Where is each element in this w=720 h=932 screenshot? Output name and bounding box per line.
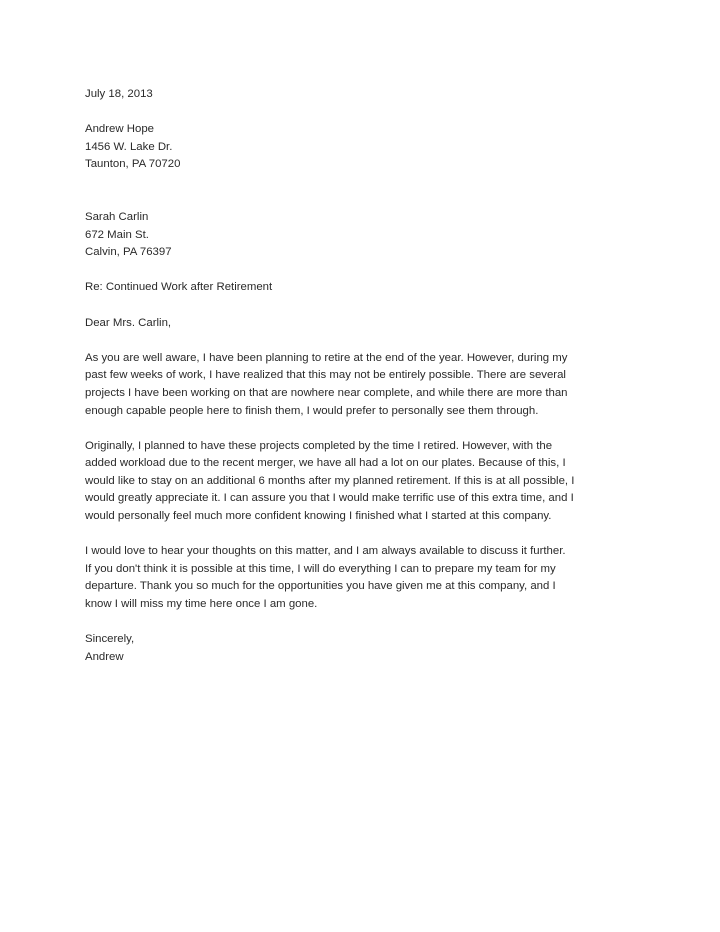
sender-address — [85, 121, 660, 174]
signature-name: Andrew — [85, 650, 124, 663]
paragraph-line: would personally feel much more confident knowing I finished what I started at this company. — [85, 510, 552, 523]
paragraph-line: departure. Thank you so much for the opportunities you have given me at this company, and I — [85, 580, 556, 593]
salutation-text: Dear Mrs. Carlin, — [85, 316, 172, 329]
paragraph-line: past few weeks of work, I have realized that this may not be entirely possible. There are several — [85, 369, 566, 382]
paragraph-line: added workload due to the recent merger, we have all had a lot on our plates. Because of this, I — [85, 457, 566, 470]
sender-name: Andrew Hope — [85, 123, 155, 136]
subject-text: Re: Continued Work after Retirement — [85, 281, 273, 294]
closing-text: Sincerely, — [85, 633, 135, 646]
body-paragraph-3 — [85, 543, 660, 613]
letter-body — [85, 86, 660, 666]
paragraph-line: would greatly appreciate it. I can assure you that I would make terrific use of this extra time, and I — [85, 492, 574, 505]
recipient-address — [85, 209, 660, 262]
paragraph-line: I would love to hear your thoughts on this matter, and I am always available to discuss it further. — [85, 545, 566, 558]
salutation — [85, 315, 660, 333]
subject-line — [85, 279, 660, 297]
paragraph-line: If you don't think it is possible at this time, I will do everything I can to prepare my team for my — [85, 562, 556, 575]
paragraph-line: know I will miss my time here once I am gone. — [85, 598, 318, 611]
recipient-city: Calvin, PA 76397 — [85, 246, 172, 259]
closing-block — [85, 631, 660, 666]
recipient-name: Sarah Carlin — [85, 210, 149, 223]
date-line: July 18, 2013 — [85, 88, 153, 100]
body-paragraph-1 — [85, 350, 660, 420]
paragraph-line: would like to stay on an additional 6 months after my planned retirement. If this is at all possible, I — [85, 474, 575, 487]
paragraph-line: Originally, I planned to have these projects completed by the time I retired. However, with the — [85, 439, 553, 452]
paragraph-line: enough capable people here to finish them, I would prefer to personally see them through. — [85, 404, 539, 417]
sender-street: 1456 W. Lake Dr. — [85, 140, 173, 153]
letter-date — [85, 86, 660, 104]
paragraph-line: projects I have been working on that are nowhere near complete, and while there are more than — [85, 386, 568, 399]
paragraph-line: As you are well aware, I have been planning to retire at the end of the year. However, during my — [85, 351, 568, 364]
body-paragraph-2 — [85, 438, 660, 526]
recipient-street: 672 Main St. — [85, 228, 149, 241]
sender-city: Taunton, PA 70720 — [85, 158, 181, 171]
